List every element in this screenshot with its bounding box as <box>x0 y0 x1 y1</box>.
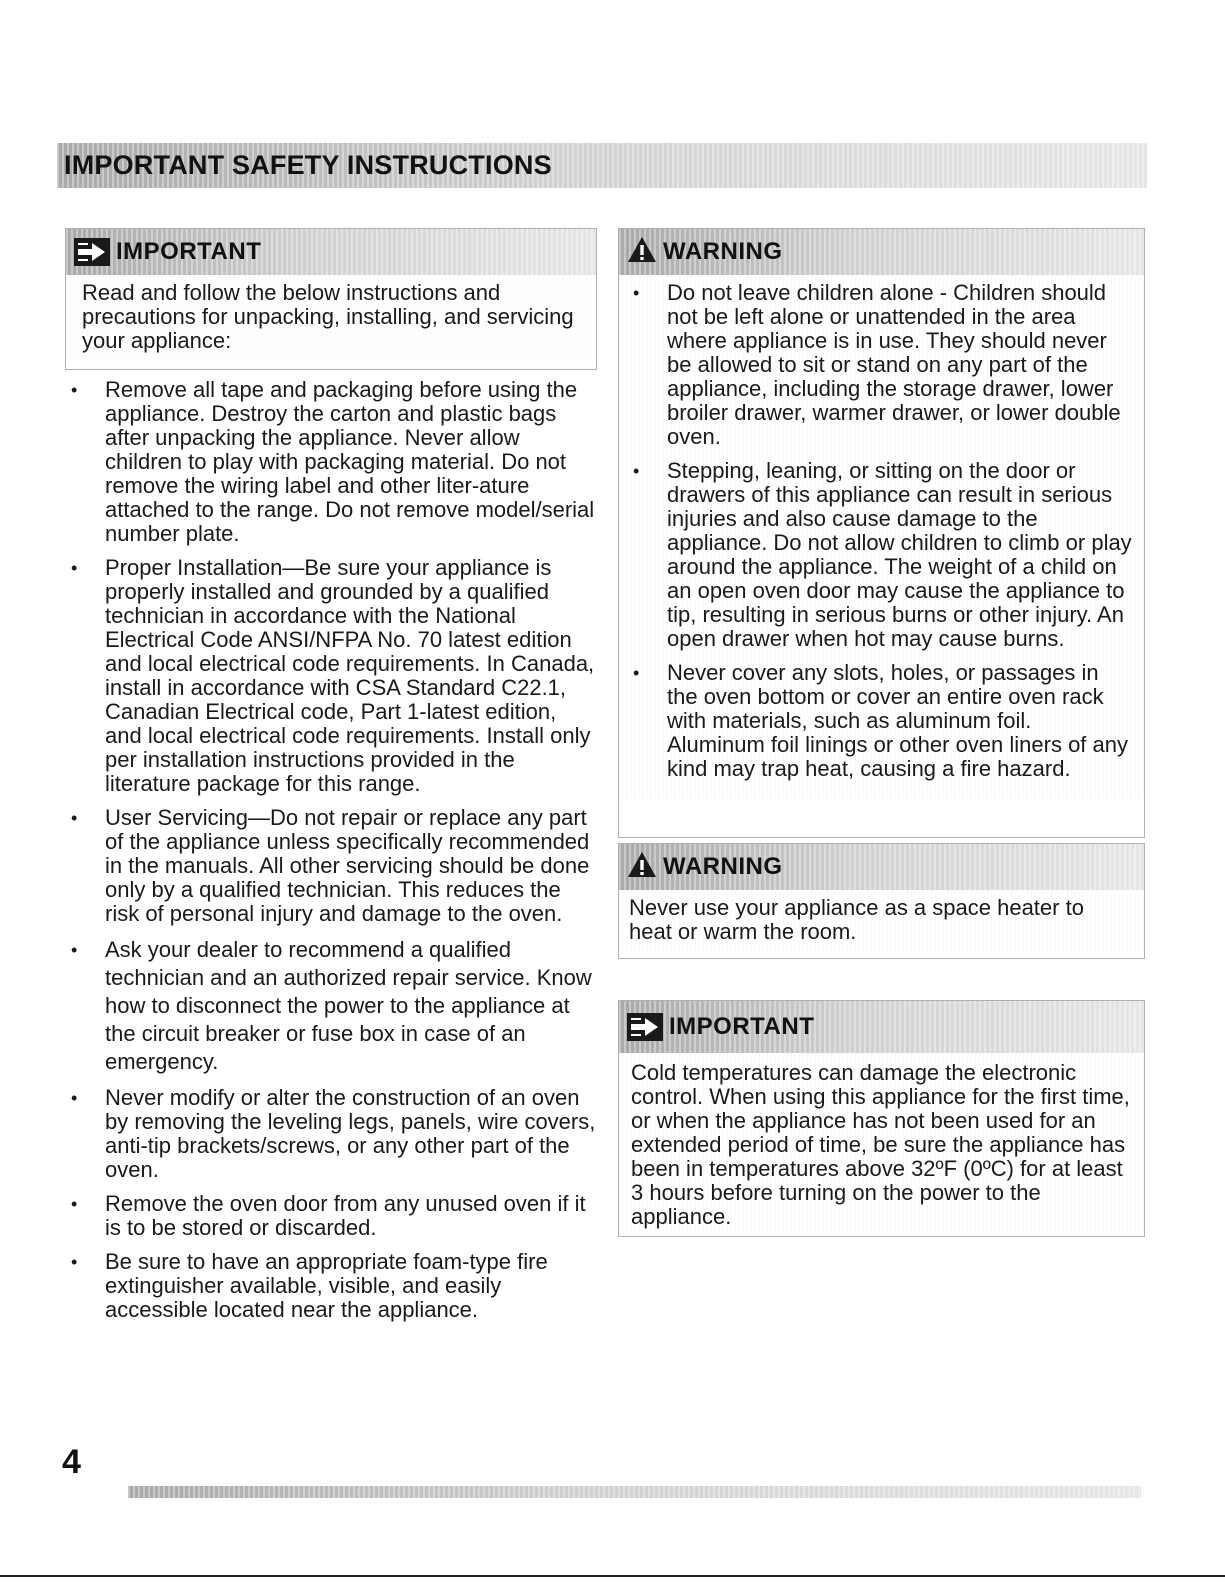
list-item: • Never cover any slots, holes, or passages in the oven bottom or cover an entire oven rack with materials, such as aluminum foil. Aluminum foil linings or other oven liners of any kind may trap heat, causing a fire hazard. <box>619 661 1134 781</box>
footer-bar <box>128 1486 1141 1498</box>
important-box-header <box>66 229 596 275</box>
list-item: • Never modify or alter the construction of an oven by removing the leveling legs, panels, wire covers, anti-tip brackets/screws, or any other part of the oven. <box>57 1086 597 1182</box>
page-title: IMPORTANT SAFETY INSTRUCTIONS <box>64 150 552 180</box>
arrow-right-icon <box>74 238 110 266</box>
important-box-header <box>619 1001 1144 1053</box>
list-item: • Remove the oven door from any unused oven if it is to be stored or discarded. <box>57 1192 597 1240</box>
list-item: • Ask your dealer to recommend a qualified technician and an authorized repair service. Know how to disconnect the power to the appliance at the circuit breaker or fuse box in case of an emergency. <box>57 936 597 1076</box>
list-item: • Be sure to have an appropriate foam-type fire extinguisher available, visible, and easily accessible located near the appliance. <box>57 1250 597 1322</box>
page-header-bar <box>57 143 1147 188</box>
list-item: • Do not leave children alone - Children should not be left alone or unattended in the area where appliance is in use. They should never be allowed to sit or stand on any part of the appliance, including the storage drawer, lower broiler drawer, warmer drawer, or lower double oven. <box>619 281 1134 449</box>
important-box-text: Cold temperatures can damage the electronic control. When using this appliance for the first time, or when the appliance has not been used for an extended period of time, be sure the appliance has been in temperatures above 32ºF (0ºC) for at least 3 hours before turning on the power to the appliance. <box>619 1053 1144 1237</box>
warning-box-text: Never use your appliance as a space heater to heat or warm the room. <box>619 890 1144 952</box>
left-column <box>57 378 597 1332</box>
important-label: IMPORTANT <box>669 1013 815 1040</box>
warning-label: WARNING <box>663 853 783 880</box>
important-box-unpacking <box>65 228 597 370</box>
warning-bullet-list <box>619 281 1134 781</box>
list-item: • User Servicing—Do not repair or replace any part of the appliance unless specifically recommended in the manuals. All other servicing should be done only by a qualified technician. This reduces the risk of personal injury and damage to the oven. <box>57 806 597 926</box>
warning-box-header <box>619 844 1144 890</box>
warning-label: WARNING <box>663 238 783 265</box>
warning-box-children <box>618 228 1145 838</box>
warning-box-body <box>619 275 1144 799</box>
important-box-cold-temperatures <box>618 1000 1145 1237</box>
warning-box-header <box>619 229 1144 275</box>
important-label: IMPORTANT <box>116 238 262 265</box>
warning-triangle-icon <box>627 851 657 883</box>
arrow-right-icon <box>627 1013 663 1041</box>
warning-triangle-icon <box>627 236 657 268</box>
important-box-text: Read and follow the below instructions and precautions for unpacking, installing, and servicing your appliance: <box>66 275 596 363</box>
page-number: 4 <box>62 1443 81 1481</box>
bottom-rule <box>0 1575 1225 1577</box>
list-item: • Stepping, leaning, or sitting on the door or drawers of this appliance can result in serious injuries and also cause damage to the appliance. Do not allow children to climb or play around the appliance. The weight of a child on an open oven door may cause the appliance to tip, resulting in serious burns or other injury. An open drawer when hot may cause burns. <box>619 459 1134 651</box>
list-item: • Proper Installation—Be sure your appliance is properly installed and grounded by a qualified technician in accordance with the National Electrical Code ANSI/NFPA No. 70 latest edition and local electrical code requirements. In Canada, install in accordance with CSA Standard C22.1, Canadian Electrical code, Part 1-latest edition, and local electrical code requirements. Install only per installation instructions provided in the literature package for this range. <box>57 556 597 796</box>
list-item: • Remove all tape and packaging before using the appliance. Destroy the carton and plastic bags after unpacking the appliance. Never allow children to play with packaging material. Do not remove the wiring label and other liter-ature attached to the range. Do not remove model/serial number plate. <box>57 378 597 546</box>
safety-bullet-list <box>57 378 597 1322</box>
warning-box-space-heater <box>618 843 1145 959</box>
